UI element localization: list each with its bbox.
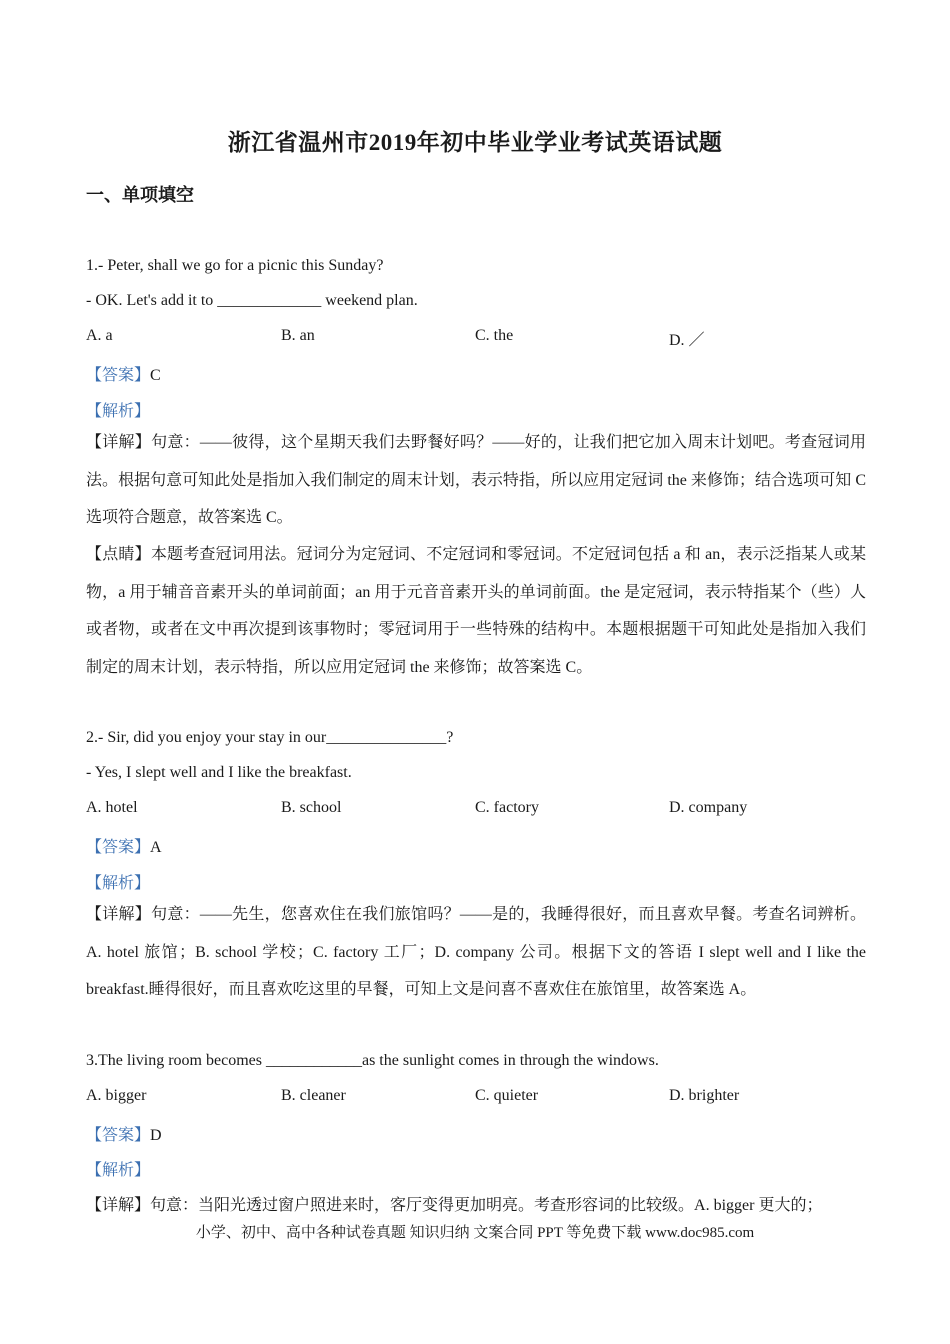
q2-option-b: B. school [281, 799, 342, 816]
detail-text: 句意：当阳光透过窗户照进来时，客厅变得更加明亮。考查形容词的比较级。A. bigger 更大的； [150, 1197, 823, 1214]
answer-tag: 【答案】 [86, 367, 151, 384]
q1-answer [86, 362, 866, 385]
q1-detail [86, 424, 866, 537]
q2-analysis [86, 870, 866, 893]
analysis-tag: 【解析】 [86, 403, 151, 420]
q2-option-d: D. company [669, 799, 748, 816]
q1-option-a: A. a [86, 327, 113, 344]
q3-answer [86, 1122, 866, 1145]
page-footer: 小学、初中、高中各种试卷真题 知识归纳 文案合同 PPT 等免费下载 www.doc985.com [195, 1225, 755, 1241]
answer-value: C [150, 367, 161, 384]
q2-answer [86, 834, 866, 857]
q1-note [86, 536, 866, 686]
q1-stem-response: - OK. Let's add it to _____________ weekend plan. [86, 292, 418, 309]
note-tag: 【点睛】 [86, 546, 151, 563]
answer-value: D [150, 1127, 162, 1144]
q2-detail [86, 896, 866, 1009]
answer-tag: 【答案】 [86, 839, 151, 856]
answer-tag: 【答案】 [86, 1127, 151, 1144]
q1-analysis [86, 398, 866, 421]
detail-tag: 【详解】 [86, 1197, 151, 1214]
q2-stem: 2.- Sir, did you enjoy your stay in our_______________? [86, 729, 454, 746]
q2-option-a: A. hotel [86, 799, 138, 816]
analysis-tag: 【解析】 [86, 1162, 151, 1179]
q3-option-c: C. quieter [475, 1087, 539, 1104]
answer-value: A [150, 839, 162, 856]
detail-tag: 【详解】 [86, 906, 152, 923]
q3-option-b: B. cleaner [281, 1087, 346, 1104]
q1-option-c: C. the [475, 327, 514, 344]
detail-text: 句意：——彼得，这个星期天我们去野餐好吗？——好的，让我们把它加入周末计划吧。考查冠词用法。根据句意可知此处是指加入我们制定的周末计划，表示特指，所以应用定冠词 the 来修饰；结合选项可知 C 选项符合题意，故答案选 C。 [86, 434, 866, 526]
section-heading: 一、单项填空 [86, 185, 194, 205]
q1-stem: 1.- Peter, shall we go for a picnic this Sunday? [86, 257, 384, 274]
detail-text: 句意：——先生，您喜欢住在我们旅馆吗？——是的，我睡得很好，而且喜欢早餐。考查名词辨析。A. hotel 旅馆；B. school 学校；C. factory 工厂；D. company 公司。根据下文的答语 I slept well and I like the breakfast.睡得很好，而且喜欢吃这里的早餐，可知上文是问喜不喜欢住在旅馆里，故答案选 A。 [86, 906, 866, 998]
detail-tag: 【详解】 [86, 434, 152, 451]
q3-stem: 3.The living room becomes ____________as the sunlight comes in through the windows. [86, 1052, 659, 1069]
q3-analysis [86, 1157, 866, 1180]
q3-option-a: A. bigger [86, 1087, 147, 1104]
q3-option-d: D. brighter [669, 1087, 740, 1104]
analysis-tag: 【解析】 [86, 875, 151, 892]
q1-option-b: B. an [281, 327, 315, 344]
q1-option-d: D. ／ [669, 332, 705, 349]
document-title: 浙江省温州市2019年初中毕业学业考试英语试题 [227, 130, 723, 155]
q3-detail [86, 1192, 866, 1215]
q2-stem-response: - Yes, I slept well and I like the breakfast. [86, 764, 352, 781]
q2-option-c: C. factory [475, 799, 539, 816]
note-text: 本题考查冠词用法。冠词分为定冠词、不定冠词和零冠词。不定冠词包括 a 和 an，表示泛指某人或某物，a 用于辅音音素开头的单词前面；an 用于元音音素开头的单词前面。the 是定冠词，表示特指某个（些）人或者物，或者在文中再次提到该事物时；零冠词用于一些特殊的结构中。本题根据题干可知此处是指加入我们制定的周末计划，表示特指，所以应用定冠词 the 来修饰；故答案选 C。 [86, 546, 866, 676]
